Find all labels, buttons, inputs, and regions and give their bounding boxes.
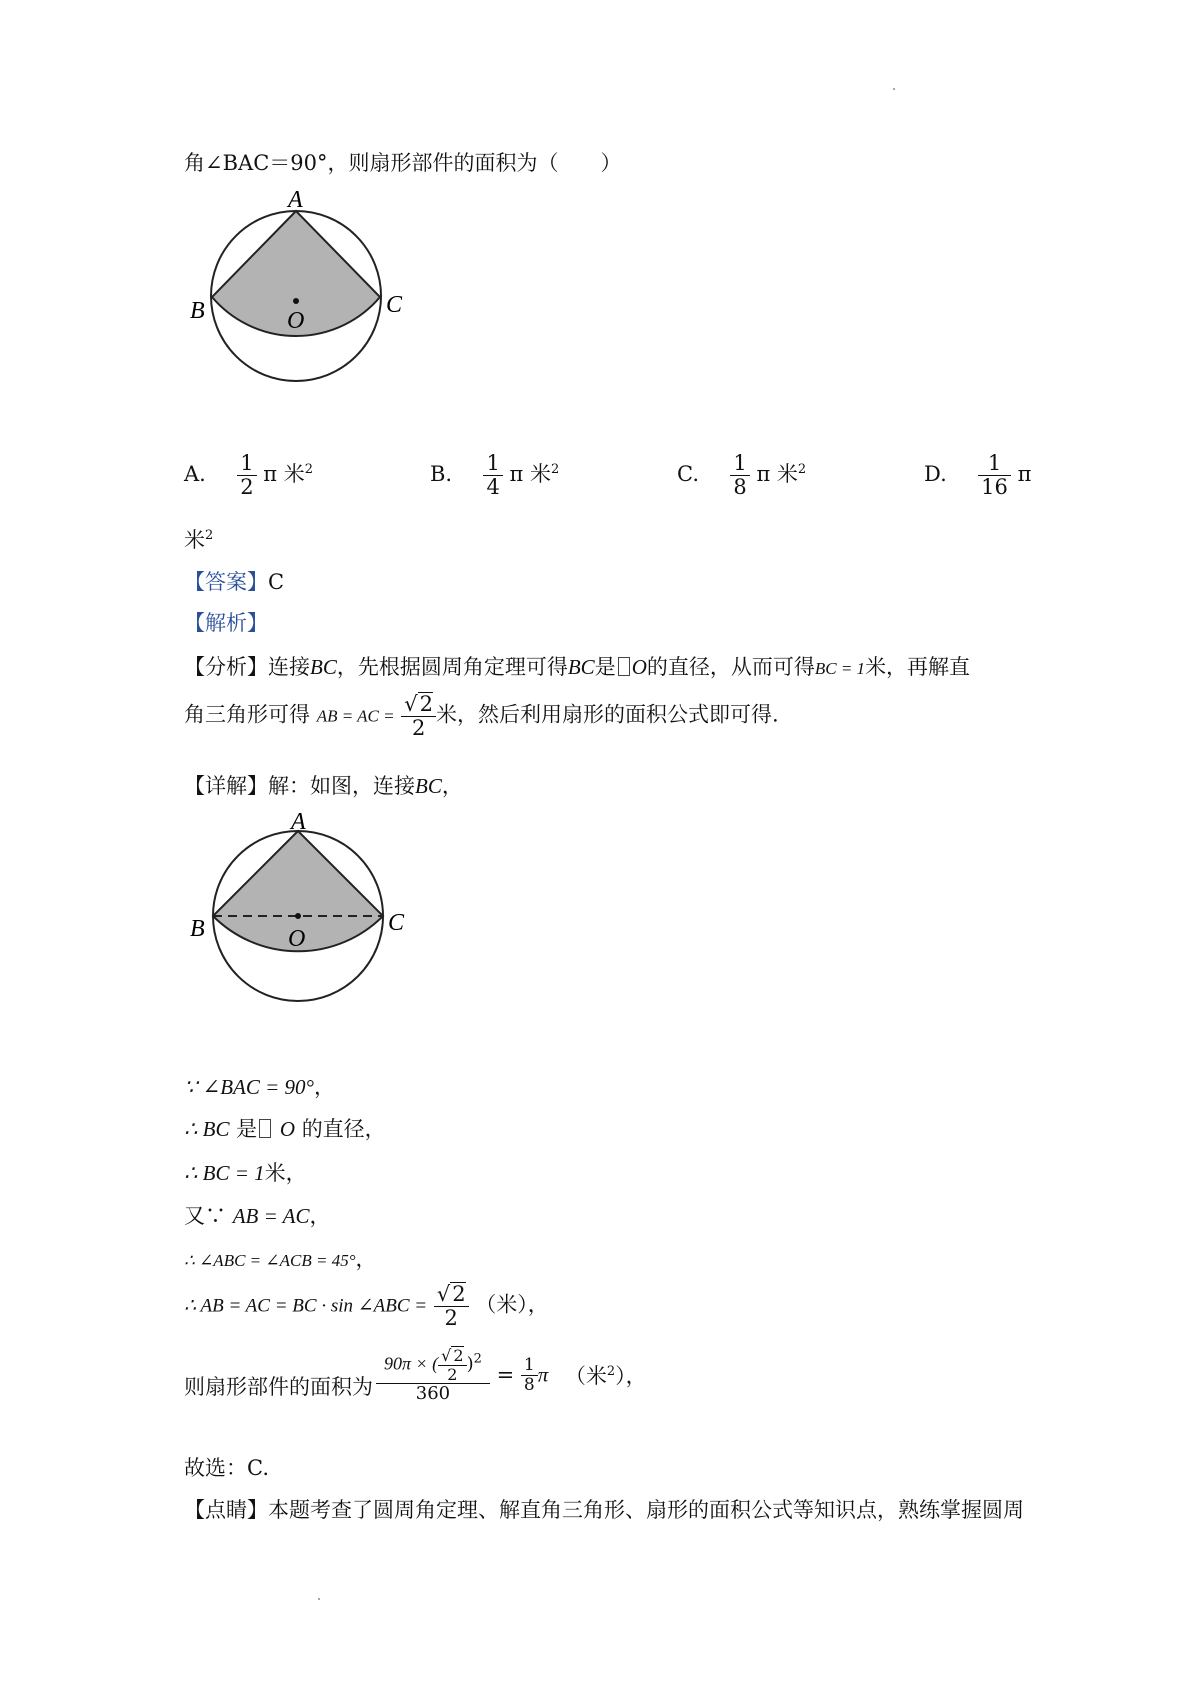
option-wrap: 米$^2$ <box>184 528 214 552</box>
option-a: A. $\frac{1}{2}$ π 米$^2$ <box>184 451 314 500</box>
question-line: 角∠BAC＝90°，则扇形部件的面积为（ ） <box>184 151 622 175</box>
speck <box>318 1598 320 1600</box>
step-2: ∴ BC 是 O 的直径， <box>184 1117 386 1141</box>
label-a: A <box>291 809 306 835</box>
center-point <box>295 913 301 919</box>
answer-line <box>184 566 284 596</box>
step-8: 故选：C. <box>184 1456 269 1480</box>
missing-glyph-box <box>259 1119 271 1138</box>
fenxi-line1: 【分析】连接BC，先根据圆周角定理可得BC是 O的直径，从而可得BC = 1米，再解直 <box>184 655 971 679</box>
answer-tag: 【答案】 <box>184 570 268 594</box>
label-b: B <box>190 298 205 324</box>
option-unit: π 米 <box>756 462 798 487</box>
option-letter: A. <box>184 462 206 487</box>
option-d <box>924 452 1031 499</box>
option-c: C. $\frac{1}{8}$ π 米$^2$ <box>677 451 807 500</box>
option-fraction: $\frac{1}{2}$ <box>237 452 256 499</box>
option-letter: C. <box>677 462 699 487</box>
step-7-label: 则扇形部件的面积为 <box>184 1375 373 1399</box>
speck <box>893 88 895 90</box>
option-fraction: $\frac{1}{16}$ <box>978 452 1011 499</box>
option-letter: D. <box>924 462 947 487</box>
label-b: B <box>190 916 205 942</box>
option-fraction: $\frac{1}{8}$ <box>730 452 749 499</box>
step-4: 又∵ AB = AC， <box>184 1204 331 1228</box>
label-o: O <box>287 308 305 334</box>
step-6: ∴ AB = AC = BC · sin ∠ABC = $\frac{√2}{2}$ （米）， <box>184 1282 549 1331</box>
option-unit: π <box>1017 462 1032 487</box>
label-c: C <box>388 910 405 936</box>
step-9: 【点睛】本题考查了圆周角定理、解直角三角形、扇形的面积公式等知识点，熟练掌握圆周 <box>184 1498 1024 1522</box>
label-o: O <box>288 926 306 952</box>
step-5: ∴ ∠ABC = ∠ACB = 45°， <box>184 1247 377 1271</box>
detail-line: 【详解】解：如图，连接BC， <box>184 774 463 798</box>
sector-figure-with-chord <box>180 800 420 1020</box>
fenxi-line2: 角三角形可得 AB = AC = $\frac{√2}{2}$ 米，然后利用扇形的面积公式即可得. <box>184 692 779 741</box>
label-a: A <box>288 187 303 213</box>
option-unit: π 米 <box>509 462 552 487</box>
option-b: B. $\frac{1}{4}$ π 米$^2$ <box>430 451 560 500</box>
center-point <box>293 298 299 304</box>
step-3: ∴ BC = 1米， <box>184 1161 307 1185</box>
option-letter: B. <box>430 462 453 487</box>
answer-value: C <box>268 570 285 594</box>
option-unit: π 米 <box>263 462 305 487</box>
option-fraction: $\frac{1}{4}$ <box>483 452 502 499</box>
figure-geometry <box>213 831 383 1001</box>
step-7-formula: 90π × ( $\frac{√ 2}{2}$ )$^2$ 360 = $\frac{1}{8}$ π （米$^2$）， <box>376 1346 647 1404</box>
analysis-tag: 【解析】 <box>184 611 268 635</box>
step-1: ∵ ∠BAC = 90°， <box>184 1075 335 1099</box>
figure-geometry <box>211 211 381 381</box>
label-c: C <box>386 292 403 318</box>
sector-figure <box>180 180 420 400</box>
missing-glyph-box <box>618 657 630 676</box>
